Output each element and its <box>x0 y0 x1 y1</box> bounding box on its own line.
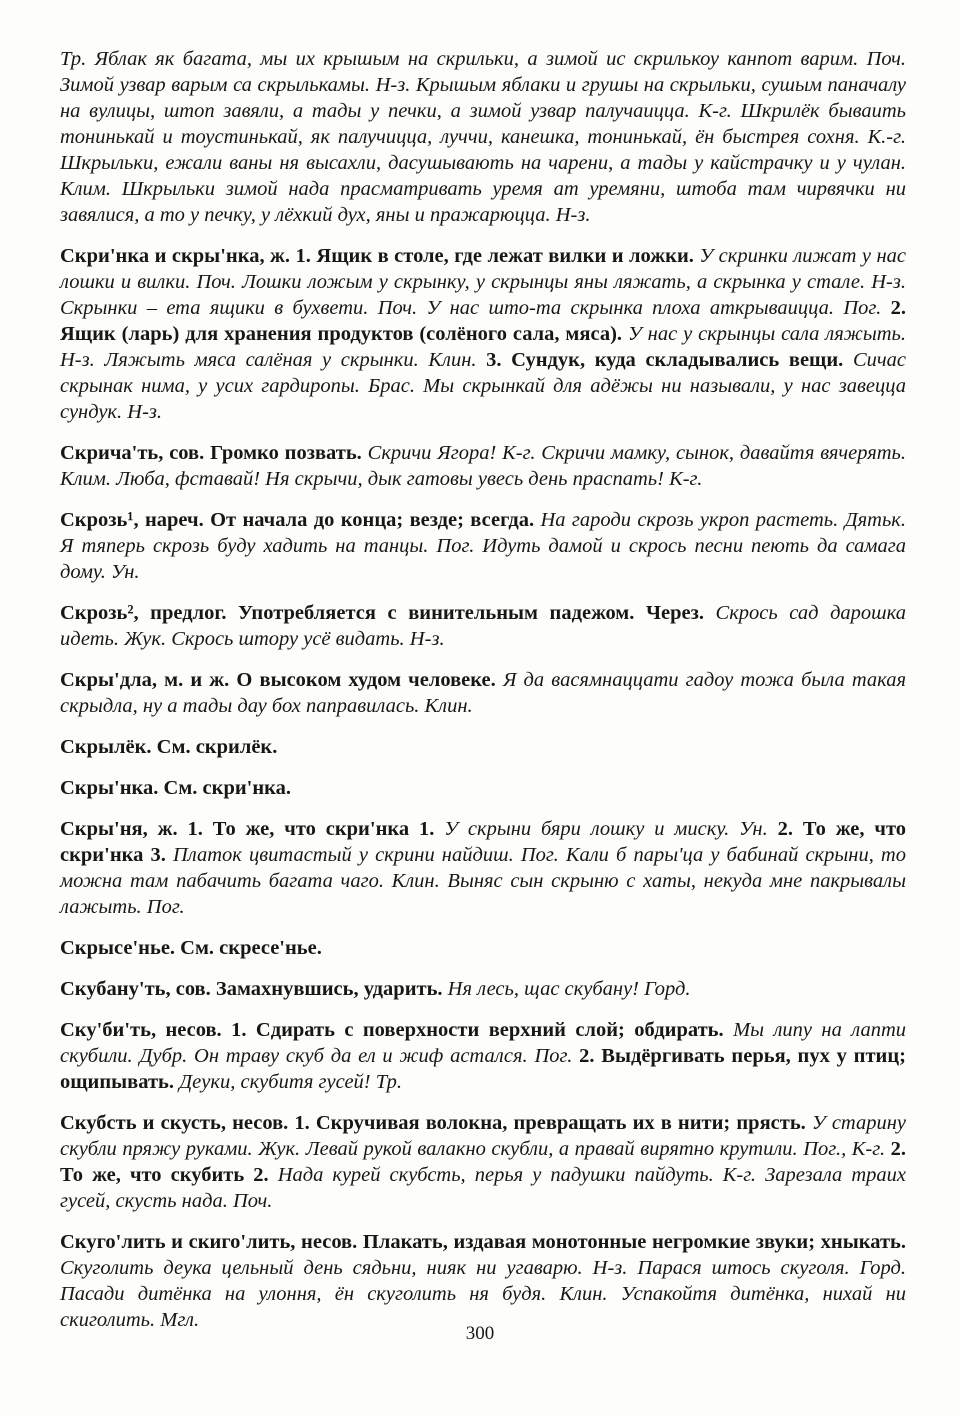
entry-headword-definition: Скрылёк. См. скрилёк. <box>60 736 278 758</box>
entry-headword-definition: Ску'би'ть, несов. 1. Сдирать с поверхности верхний слой; обдирать. <box>60 1019 734 1041</box>
entry-headword-definition: 2. Выдёргивать перья, пух у птиц; ощипывать. <box>60 1045 906 1093</box>
entry-example-text: Ня лесь, щас скубану! Горд. <box>447 978 691 1000</box>
entry-example-text: Скуголить деука цельный день сядьни, нияк ни угаварю. Н-з. Парася штось скуголя. Горд. Пасади дитёнка на улоння, ён скуголить ня будя. Клин. Успакойтя дитёнка, нихай ни скиголить. Мгл. <box>60 1257 906 1331</box>
entry-example-text: Сичас скрынак нима, у усих гардиропы. Брас. Мы скрынкай для адёжы ни называли, у нас завецца сундук. Н-з. <box>60 349 907 423</box>
entry-example-text: На гароди скрозь укроп растеть. Дятьк. Я тяперь скрозь буду хадить на танцы. Пог. Идуть дамой и скрось песни пеють да самага дому. Ун. <box>60 509 906 583</box>
entry-example-text: Деуки, скубитя гусей! Тр. <box>179 1071 403 1093</box>
entry-headword-definition: 2. Ящик (ларь) для хранения продуктов (солёного сала, мяса). <box>60 297 906 345</box>
dictionary-entry <box>60 243 906 425</box>
dictionary-entry <box>60 816 906 920</box>
entry-example-text: У скринки лижат у нас лошки и вилки. Поч. Лошки ложым у скрынку, у скрынцы яны ляжать, а скрынка у стале. Н-з. Скрынки – ета ящики в бухвети. Поч. У нас што-та скрынка плоха аткрываицца. Пог. <box>60 245 906 319</box>
entry-headword-definition: 2. То же, что скубить 2. <box>60 1138 906 1186</box>
entry-example-text: Мы липу на лапти скубили. Дубр. Он траву скуб да ел и жиф астался. Пог. <box>60 1019 906 1067</box>
entry-example-text: У скрыни бяри лошку и миску. Ун. <box>444 818 778 840</box>
entry-example-text: У нас у скрынцы сала ляжыть. Н-з. Ляжыть мяса салёная у скрынки. Клин. <box>60 323 906 371</box>
entry-headword-definition: 3. Сундук, куда складывались вещи. <box>486 349 853 371</box>
dictionary-entry <box>60 667 906 719</box>
entry-headword-definition: 2. То же, что скри'нка 3. <box>60 818 906 866</box>
dictionary-entry <box>60 440 906 492</box>
entry-headword-definition: Скуго'лить и скиго'лить, несов. Плакать, издавая монотонные негромкие звуки; хныкать. <box>60 1231 906 1253</box>
dictionary-entry <box>60 507 906 585</box>
dictionary-entry <box>60 1110 906 1214</box>
entry-example-text: Платок цвитастый у скрини найдиш. Пог. Кали б пары'ца у бабинай скрыни, то можна там пабачить багата чаго. Клин. Выняс сын скрыню с хаты, некуда мне пакрывалы лажыть. Пог. <box>60 844 906 918</box>
entry-headword-definition: Скубсть и скусть, несов. 1. Скручивая волокна, превращать их в нити; прясть. <box>60 1112 812 1134</box>
dictionary-entry <box>60 734 906 760</box>
dictionary-entry <box>60 1017 906 1095</box>
page-number: 300 <box>465 1323 495 1344</box>
entry-headword-definition: Скубану'ть, сов. Замахнувшись, ударить. <box>60 978 448 1000</box>
entry-example-text: Скрось сад дарошка идеть. Жук. Скрось штору усё видать. Н-з. <box>60 602 906 650</box>
dictionary-entry <box>60 775 906 801</box>
entry-headword-definition: Скри'нка и скры'нка, ж. 1. Ящик в столе, где лежат вилки и ложки. <box>60 245 700 267</box>
text-column <box>60 46 906 1348</box>
entry-example-text: Скричи Ягора! К-г. Скричи мамку, сынок, давайтя вячерять. Клим. Люба, фставай! Ня скрычи, дык гатовы увесь день праспать! К-г. <box>60 442 906 490</box>
entries-container <box>60 46 906 1333</box>
entry-headword-definition: Скры'ня, ж. 1. То же, что скри'нка 1. <box>60 818 445 840</box>
entry-example-text: Нада курей скубсть, перья у падушки пайдуть. К-г. Зарезала траих гусей, скусть нада. Поч. <box>60 1164 906 1212</box>
entry-headword-definition: Скрозь², предлог. Употребляется с винительным падежом. Через. <box>60 602 716 624</box>
dictionary-entry <box>60 976 906 1002</box>
continuation-paragraph <box>60 46 906 228</box>
entry-example-text: Я да васямнаццати гадоу тожа была такая скрыдла, ну а тады дау бох паправилась. Клин. <box>60 669 907 717</box>
dictionary-entry <box>60 935 906 961</box>
page-footer <box>0 1322 960 1346</box>
entry-headword-definition: Скрозь¹, нареч. От начала до конца; везде; всегда. <box>60 509 541 531</box>
entry-headword-definition: Скрысе'нье. См. скресе'нье. <box>60 937 322 959</box>
entry-headword-definition: Скры'дла, м. и ж. О высоком худом человеке. <box>60 669 503 691</box>
entry-headword-definition: Скрича'ть, сов. Громко позвать. <box>60 442 368 464</box>
entry-example-text: Тр. Яблак як багата, мы их крышым на скрильки, а зимой ис скрилькоу канпот варим. Поч. Зимой узвар варым са скрылькамы. Н-з. Крышым яблаки и грушы на скрыльки, сушым паначалу на вулицы, штоп завяли, а тады у печки, а зимой узвар палучаицца. К-г. Шкрилёк бываить тонинькай и тоустинькай, як палучицца, луччи, канешка, тонинькай, ён быстрея сохня. К.-г. Шкрыльки, ежали ваны ня высахли, дасушывають на чарени, а тады у кайстрачку и у чулан. Клим. Шкрыльки зимой нада прасматривать уремя ат уремяни, штоба там чирвячки ни завялися, а то у печку, у лёхкий дух, яны и пражарюцца. Н-з. <box>60 48 906 226</box>
entry-example-text: У старину скубли пряжу руками. Жук. Левай рукой валакно скубли, а правай вирятно крутили. Пог., К-г. <box>60 1112 906 1160</box>
dictionary-entry <box>60 1229 906 1333</box>
dictionary-entry <box>60 600 906 652</box>
entry-headword-definition: Скры'нка. См. скри'нка. <box>60 777 292 799</box>
